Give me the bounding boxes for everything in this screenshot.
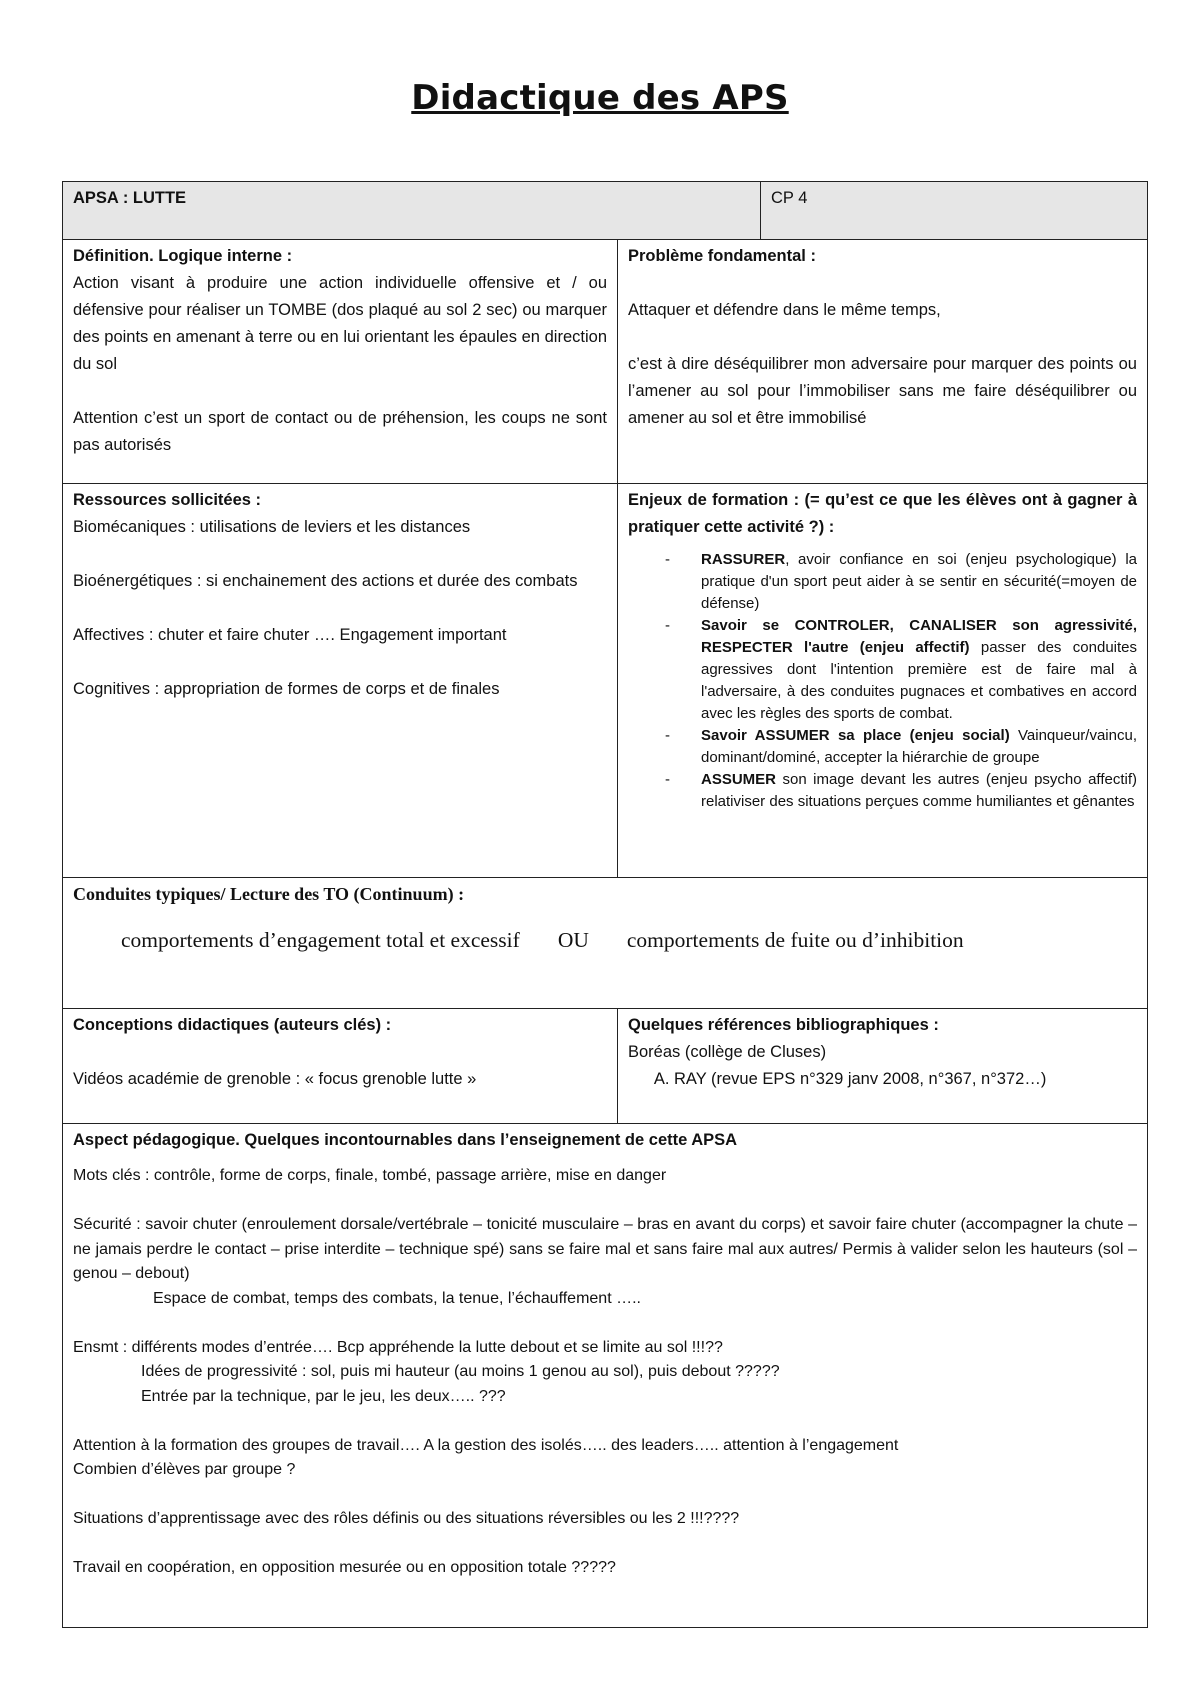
conceptions-text: Vidéos académie de grenoble : « focus grenoble lutte » — [73, 1070, 477, 1088]
list-item: - ASSUMER son image devant les autres (enjeu psycho affectif) relativiser des situations perçues comme humiliantes et gênantes — [701, 769, 1137, 813]
aspect-entree: Entrée par la technique, par le jeu, les deux….. ??? — [141, 1387, 506, 1405]
enjeux-list — [628, 549, 1137, 813]
probleme-cell — [618, 240, 1148, 484]
enjeux-heading: Enjeux de formation : (= qu’est ce que les élèves ont à gagner à pratiquer cette activité ?) : — [628, 491, 1137, 536]
references-boreas: Boréas (collège de Cluses) — [628, 1043, 827, 1061]
ressources-cell — [63, 484, 618, 878]
apsa-table — [62, 181, 1148, 1628]
ressources-heading: Ressources sollicitées : — [73, 491, 262, 509]
page-title: Didactique des APS — [411, 78, 789, 118]
references-heading: Quelques références bibliographiques : — [628, 1016, 939, 1034]
aspect-securite: Sécurité : savoir chuter (enroulement dorsale/vertébrale – tonicité musculaire – bras en avant du corps) et savoir faire chuter (accompagner la chute – ne jamais perdre le contact – prise interdite – technique spé) sans se faire mal et sans faire mal aux autres/ Permis à valider selon les hauteurs (sol – genou – debout) — [73, 1216, 1137, 1282]
continuum-right: comportements de fuite ou d’inhibition — [626, 928, 964, 952]
conceptions-heading: Conceptions didactiques (auteurs clés) : — [73, 1016, 392, 1034]
definition-warning: Attention c’est un sport de contact ou de préhension, les coups ne sont pas autorisés — [73, 409, 607, 454]
aspect-combien: Combien d’élèves par groupe ? — [73, 1461, 296, 1478]
continuum-or: OU — [557, 928, 589, 952]
conduites-heading: Conduites typiques/ Lecture des TO (Continuum) : — [73, 884, 465, 904]
aspect-mots-cles: Mots clés : contrôle, forme de corps, finale, tombé, passage arrière, mise en danger — [73, 1167, 667, 1184]
aspect-heading: Aspect pédagogique. Quelques incontournables dans l’enseignement de cette APSA — [73, 1131, 738, 1149]
conduites-cell — [63, 878, 1148, 1009]
probleme-text-1: Attaquer et défendre dans le même temps, — [628, 301, 941, 319]
list-item: - Savoir ASSUMER sa place (enjeu social) Vainqueur/vaincu, dominant/dominé, accepter la hiérarchie de groupe — [701, 725, 1137, 769]
list-item: - Savoir se CONTROLER, CANALISER son agressivité, RESPECTER l'autre (enjeu affectif) passer des conduites agressives dont l'intention première est de faire mal à l'adversaire, à des conduites pugnaces et combatives en accord avec les règles des sports de combat. — [701, 615, 1137, 725]
enjeux-cell — [618, 484, 1148, 878]
continuum — [121, 926, 1137, 954]
aspect-cell — [63, 1124, 1148, 1628]
aspect-espace: Espace de combat, temps des combats, la tenue, l’échauffement ….. — [153, 1289, 641, 1307]
aspect-travail: Travail en coopération, en opposition mesurée ou en opposition totale ????? — [73, 1559, 616, 1576]
conceptions-cell — [63, 1009, 618, 1124]
conduites-row — [63, 878, 1148, 1009]
references-list — [628, 1066, 1137, 1093]
ressources-bioenergetiques: Bioénergétiques : si enchainement des actions et durée des combats — [73, 572, 578, 590]
ressources-row — [63, 484, 1148, 878]
probleme-heading: Problème fondamental : — [628, 247, 816, 265]
definition-heading: Définition. Logique interne : — [73, 247, 293, 265]
definition-cell — [63, 240, 618, 484]
header-row — [63, 182, 1148, 240]
apsa-cell — [63, 182, 761, 240]
aspect-idees: Idées de progressivité : sol, puis mi hauteur (au moins 1 genou au sol), puis debout ????? — [141, 1363, 780, 1380]
cp-label: CP 4 — [771, 189, 808, 207]
conceptions-row — [63, 1009, 1148, 1124]
aspect-attention: Attention à la formation des groupes de travail…. A la gestion des isolés….. des leaders….. attention à l’engagement — [73, 1436, 899, 1454]
ressources-biomecaniques: Biomécaniques : utilisations de leviers et les distances — [73, 518, 471, 536]
list-item: - RASSURER, avoir confiance en soi (enjeu psychologique) la pratique d'un sport peut aider à se sentir en sécurité(=moyen de défense) — [701, 549, 1137, 615]
references-cell — [618, 1009, 1148, 1124]
continuum-left: comportements d’engagement total et excessif — [121, 928, 520, 952]
aspect-row — [63, 1124, 1148, 1628]
ressources-cognitives: Cognitives : appropriation de formes de corps et de finales — [73, 680, 500, 698]
aspect-ensmt: Ensmt : différents modes d’entrée…. Bcp appréhende la lutte debout et se limite au sol !!!?? — [73, 1338, 723, 1356]
list-item: A. RAY (revue EPS n°329 janv 2008, n°367, n°372…) — [674, 1066, 1137, 1093]
aspect-situations: Situations d’apprentissage avec des rôles définis ou des situations réversibles ou les 2 !!!???? — [73, 1510, 740, 1527]
probleme-text-2: c’est à dire déséquilibrer mon adversaire pour marquer des points ou l’amener au sol pour l’immobiliser sans me faire déséquilibrer ou amener au sol et être immobilisé — [628, 355, 1137, 427]
definition-text: Action visant à produire une action individuelle offensive et / ou défensive pour réaliser un TOMBE (dos plaqué au sol 2 sec) ou marquer des points en amenant à terre ou en lui orientant les épaules en direction du sol — [73, 274, 607, 373]
cp-cell — [761, 182, 1148, 240]
ressources-affectives: Affectives : chuter et faire chuter …. Engagement important — [73, 626, 507, 644]
definition-row — [63, 240, 1148, 484]
apsa-label: APSA : LUTTE — [73, 189, 187, 207]
